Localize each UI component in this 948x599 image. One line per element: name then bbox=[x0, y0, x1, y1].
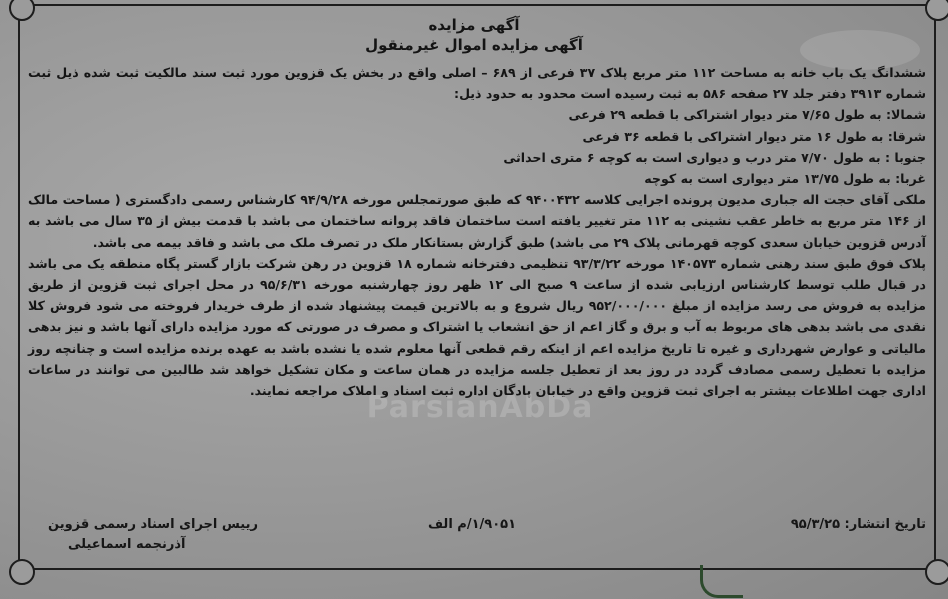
auction-terms: پلاک فوق طبق سند رهنی شماره ۱۴۰۵۷۳ مورخه ۹۳/۳/۲۲ تنظیمی دفترخانه شماره ۱۸ قزوین در رهن شرکت بازار گستر پگاه منطقه یک می باشد در قبال طلب توسط کارشناس ارزیابی شده از ساعت ۹ صبح الی ۱۲ ظهر روز چهارشنبه مورخه ۹۵/۶/۳۱ در محل اجرای ثبت قزوین از طریق مزایده به فروش می رسد مزایده از مبلغ ۹۵۲/۰۰۰/۰۰۰ ریال شروع و به بالاترین قیمت پیشنهاد شده از طرف خریدار فروخته می شود فروش کلا نقدی می باشد بدهی های مربوط به آب و برق و گاز اعم از حق انشعاب یا اشتراک و مصرف در صورتی که مورد مزایده دارای آنها باشد و نیز بدهی مالیاتی و عوارض شهرداری و غیره تا تاریخ مزایده اعم از اینکه رقم قطعی آنها معلوم شده یا نشده باشد به عهده برنده مزایده است و چنانچه روز مزایده با تعطیل رسمی مصادف گردد در روز بعد از تعطیل جلسه مزایده در همان ساعت و مکان تشکیل خواهد شد طالبین می توانند در ساعات اداری جهت اطلاعات بیشتر به اجرای ثبت قزوین واقع در خیابان پادگان اداره ثبت اسناد و املاک مراجعه نمایند. bbox=[28, 255, 927, 399]
notice-body bbox=[28, 62, 926, 401]
signatory-title: رییس اجرای اسناد رسمی قزوین bbox=[48, 517, 258, 532]
boundary-west: غربا: به طول ۱۳/۷۵ متر دیواری است به کوچه bbox=[644, 171, 926, 187]
notice-title: آگهی مزایده bbox=[428, 16, 520, 34]
owner-details: ملکی آقای حجت اله جباری مدیون پرونده اجرایی کلاسه ۹۴۰۰۴۳۲ که طبق صورتمجلس مورخه ۹۴/۹/۲۸ کارشناس رسمی دادگستری ( مساحت مالک از ۱۴۶ متر مربع به خاطر عقب نشینی به ۱۱۲ متر تغییر یافته است ساختمان فاقد پروانه ساختمان می باشد با قدمت بیش از ۳۵ سال می باشد به آدرس قزوین خیابان سعدی کوچه قهرمانی پلاک ۲۹ می باشد) طبق گزارش بستانکار ملک در تصرف ملک می باشد و فاقد بیمه می باشد. bbox=[28, 192, 926, 250]
watermark: ParsianAbDa bbox=[366, 390, 594, 425]
boundary-north: شمالا: به طول ۷/۶۵ متر دیوار اشتراکی با قطعه ۲۹ فرعی bbox=[568, 107, 926, 123]
border-corner-ornament bbox=[925, 559, 948, 585]
signatory-name: آذرنجمه اسماعیلی bbox=[68, 537, 186, 552]
boundary-east: شرقا: به طول ۱۶ متر دیوار اشتراکی با قطعه ۳۶ فرعی bbox=[582, 128, 926, 144]
reference-number: ۱/۹۰۵۱/م الف bbox=[427, 517, 516, 532]
property-description: ششدانگ یک باب خانه به مساحت ۱۱۲ متر مربع پلاک ۳۷ فرعی از ۶۸۹ – اصلی واقع در بخش یک قزوین مورد ثبت سند مالکیت ثبت شده ذیل ثبت شماره ۳۹۱۳ دفتر جلد ۲۷ صفحه ۵۸۶ به ثبت رسیده است محدود به حدود ذیل: bbox=[28, 65, 926, 102]
publish-date: تاریخ انتشار: ۹۵/۳/۲۵ bbox=[790, 517, 926, 532]
boundary-south: جنوبا : به طول ۷/۷۰ متر درب و دیواری است به کوچه ۶ متری احداثی bbox=[503, 149, 926, 165]
notice-subtitle: آگهی مزایده اموال غیرمنقول bbox=[365, 36, 583, 54]
notice-footer bbox=[28, 513, 926, 563]
ink-mark bbox=[700, 565, 743, 598]
